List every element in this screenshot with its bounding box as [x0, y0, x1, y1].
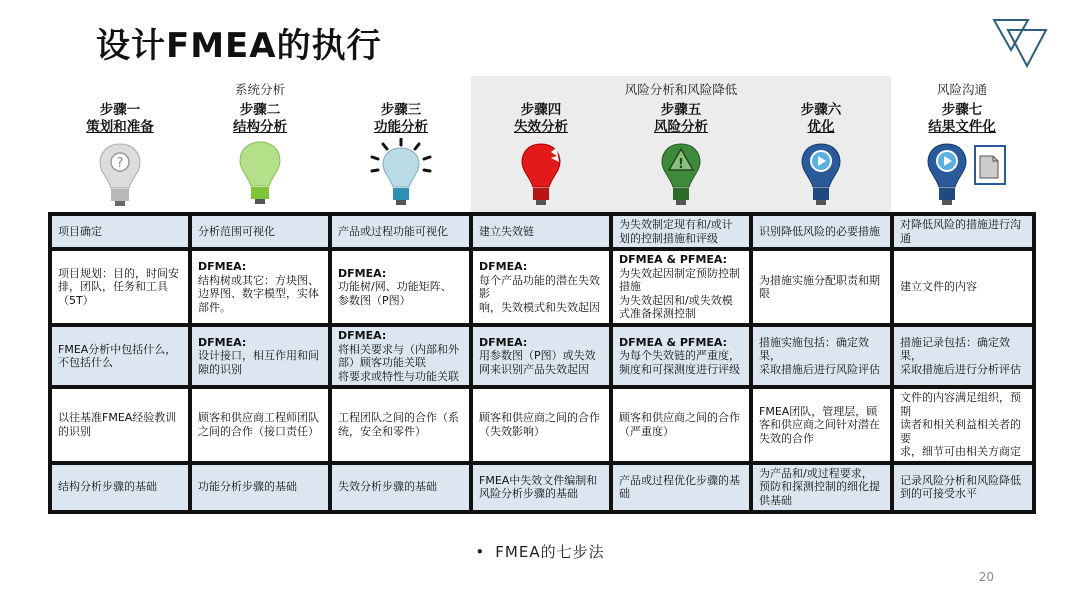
- step-number: 步骤七: [941, 102, 983, 118]
- table-cell: [330, 463, 471, 512]
- step-name: 优化: [807, 119, 835, 135]
- cell-text: 用参数图（P图）或失效 网来识别产品失效起因: [479, 349, 596, 376]
- cell-text: 识别降低风险的必要措施: [759, 224, 880, 238]
- cell-method-label: DFMEA:: [338, 329, 387, 342]
- cell-text: 以往基准FMEA经验教训 的识别: [58, 411, 177, 438]
- step-name: 失效分析: [514, 119, 568, 135]
- table-cell: [471, 214, 611, 249]
- cell-text: 措施记录包括：确定效果， 采取措施后进行分析评估: [900, 335, 1021, 376]
- table-cell: [751, 214, 892, 249]
- table-cell: [50, 325, 190, 387]
- play-document-bulb-icon: [892, 138, 1032, 212]
- step-5-header: [611, 102, 751, 136]
- play-bulb-icon: [751, 138, 891, 212]
- step-number: 步骤六: [800, 102, 842, 118]
- cell-text: 工程团队之间的合作（系 统，安全和零件）: [338, 411, 459, 438]
- cell-text: 为措施实施分配职责和期 限: [759, 273, 880, 300]
- broken-bulb-icon: [471, 138, 611, 212]
- cell-text: 分析范围可视化: [198, 224, 275, 238]
- cell-text: 为失效制定现有和/或计 划的控制措施和评级: [619, 218, 733, 245]
- phase-risk-communication: 风险沟通: [936, 82, 987, 97]
- step-number: 步骤四: [520, 102, 562, 118]
- cell-text: 将相关要求与（内部和外 部）顾客功能关联 将要求或特性与功能关联: [338, 342, 459, 383]
- step-3-header: [331, 102, 471, 136]
- cell-text: 为每个失效链的严重度， 频度和可探测度进行评级: [619, 349, 740, 376]
- cell-text: 产品或过程功能可视化: [338, 224, 448, 238]
- step-2-header: [190, 102, 330, 136]
- table-cell: [611, 325, 751, 387]
- cell-text: 设计接口，相互作用和间 隙的识别: [198, 349, 319, 376]
- cell-method-label: DFMEA:: [479, 260, 528, 273]
- step-name: 结构分析: [233, 119, 287, 135]
- step-7-header: [892, 102, 1032, 136]
- cell-text: 建立失效链: [479, 224, 534, 238]
- cell-method-label: DFMEA:: [479, 335, 528, 349]
- cell-text: 记录风险分析和风险降低 到的可接受水平: [900, 473, 1021, 500]
- cell-text: 项目规划：目的，时间安 排，团队，任务和工具 （5T）: [58, 266, 179, 307]
- table-cell: [330, 249, 471, 325]
- svg-text:!: !: [678, 157, 684, 172]
- figure-caption: [0, 541, 1080, 562]
- table-cell: [611, 249, 751, 325]
- table-cell: [190, 325, 330, 387]
- table-cell: [190, 463, 330, 512]
- table-cell: [751, 249, 892, 325]
- table-cell: [50, 387, 190, 463]
- cell-text: 为失效起因制定预防控制 措施 为失效起因和/或失效模 式准备探测控制: [619, 266, 740, 321]
- step-1-header: [50, 102, 190, 136]
- table-cell: [50, 249, 190, 325]
- brand-logo: [990, 16, 1050, 72]
- table-cell: [471, 387, 611, 463]
- cell-method-label: DFMEA & PFMEA:: [619, 253, 728, 267]
- table-cell: [892, 463, 1034, 512]
- table-row: [50, 249, 1034, 325]
- cell-text: 顾客和供应商之间的合作 （失效影响）: [479, 411, 600, 438]
- table-cell: [611, 463, 751, 512]
- step-number: 步骤五: [660, 102, 702, 118]
- table-cell: [892, 325, 1034, 387]
- svg-text:?: ?: [116, 156, 124, 171]
- table-cell: [190, 214, 330, 249]
- table-row: [50, 387, 1034, 463]
- warning-bulb-icon: [611, 138, 751, 212]
- step-4-header: [471, 102, 611, 136]
- cell-text: 功能树/网、功能矩阵、 参数图（P图）: [338, 280, 452, 307]
- cell-text: 文件的内容满足组织，预期 读者和相关利益相关者的要 求，细节可由相关方商定: [900, 391, 1021, 458]
- step-name: 策划和准备: [86, 119, 154, 135]
- cell-text: 每个产品功能的潜在失效影 响，失效模式和失效起因: [479, 273, 600, 314]
- table-cell: [751, 325, 892, 387]
- cell-method-label: DFMEA:: [338, 266, 387, 280]
- cell-text: 失效分析步骤的基础: [338, 480, 437, 494]
- step-name: 功能分析: [374, 119, 428, 135]
- phase-risk-analysis: 风险分析和风险降低: [624, 82, 738, 97]
- table-cell: [611, 214, 751, 249]
- step-name: 结果文件化: [928, 119, 996, 135]
- cell-text: 为产品和/或过程要求， 预防和探测控制的细化提 供基础: [759, 466, 880, 507]
- cell-text: 功能分析步骤的基础: [198, 480, 297, 494]
- table-cell: [50, 463, 190, 512]
- cell-method-label: DFMEA & PFMEA:: [619, 335, 728, 349]
- cell-text: 顾客和供应商工程师团队 之间的合作（接口责任）: [198, 411, 319, 438]
- caption-text: FMEA的七步法: [495, 543, 605, 561]
- table-cell: [611, 387, 751, 463]
- table-cell: [471, 325, 611, 387]
- cell-text: FMEA中失效文件编制和 风险分析步骤的基础: [479, 473, 598, 500]
- cell-text: 建立文件的内容: [900, 280, 977, 294]
- table-cell: [471, 463, 611, 512]
- table-cell: [330, 214, 471, 249]
- step-6-header: [751, 102, 891, 136]
- table-cell: [471, 249, 611, 325]
- table-cell: [751, 463, 892, 512]
- table-row: [50, 325, 1034, 387]
- step-number: 步骤一: [99, 102, 141, 118]
- cell-text: 措施实施包括：确定效果， 采取措施后进行风险评估: [759, 335, 880, 376]
- bullet-icon: •: [475, 543, 486, 561]
- table-cell: [751, 387, 892, 463]
- glowing-bulb-icon: [331, 138, 471, 212]
- table-row: [50, 214, 1034, 249]
- cell-text: 结构分析步骤的基础: [58, 480, 157, 494]
- table-cell: [190, 249, 330, 325]
- table-cell: [330, 387, 471, 463]
- cell-text: 项目确定: [58, 224, 102, 238]
- fmea-steps-table: [48, 212, 1036, 514]
- page-number: 20: [978, 570, 994, 584]
- table-cell: [892, 249, 1034, 325]
- step-number: 步骤三: [380, 102, 422, 118]
- cell-text: 对降低风险的措施进行沟 通: [900, 218, 1021, 245]
- phase-system-analysis: 系统分析: [234, 82, 285, 97]
- cell-text: FMEA团队，管理层，顾 客和供应商之间针对潜在 失效的合作: [759, 404, 880, 445]
- question-bulb-icon: [50, 138, 190, 212]
- table-cell: [330, 325, 471, 387]
- cell-text: 结构树或其它：方块图、 边界图、数字模型，实体 部件。: [198, 273, 319, 314]
- page-title: 设计FMEA的执行: [96, 26, 382, 66]
- step-number: 步骤二: [239, 102, 281, 118]
- cell-method-label: DFMEA:: [198, 335, 247, 349]
- cell-text: 产品或过程优化步骤的基 础: [619, 473, 740, 500]
- cell-method-label: DFMEA:: [198, 260, 247, 273]
- green-bulb-icon: [190, 138, 330, 212]
- table-cell: [892, 387, 1034, 463]
- table-cell: [50, 214, 190, 249]
- cell-text: FMEA分析中包括什么， 不包括什么: [58, 342, 177, 369]
- cell-text: 顾客和供应商之间的合作 （严重度）: [619, 411, 740, 438]
- table-cell: [892, 214, 1034, 249]
- step-name: 风险分析: [654, 119, 708, 135]
- table-cell: [190, 387, 330, 463]
- table-row: [50, 463, 1034, 512]
